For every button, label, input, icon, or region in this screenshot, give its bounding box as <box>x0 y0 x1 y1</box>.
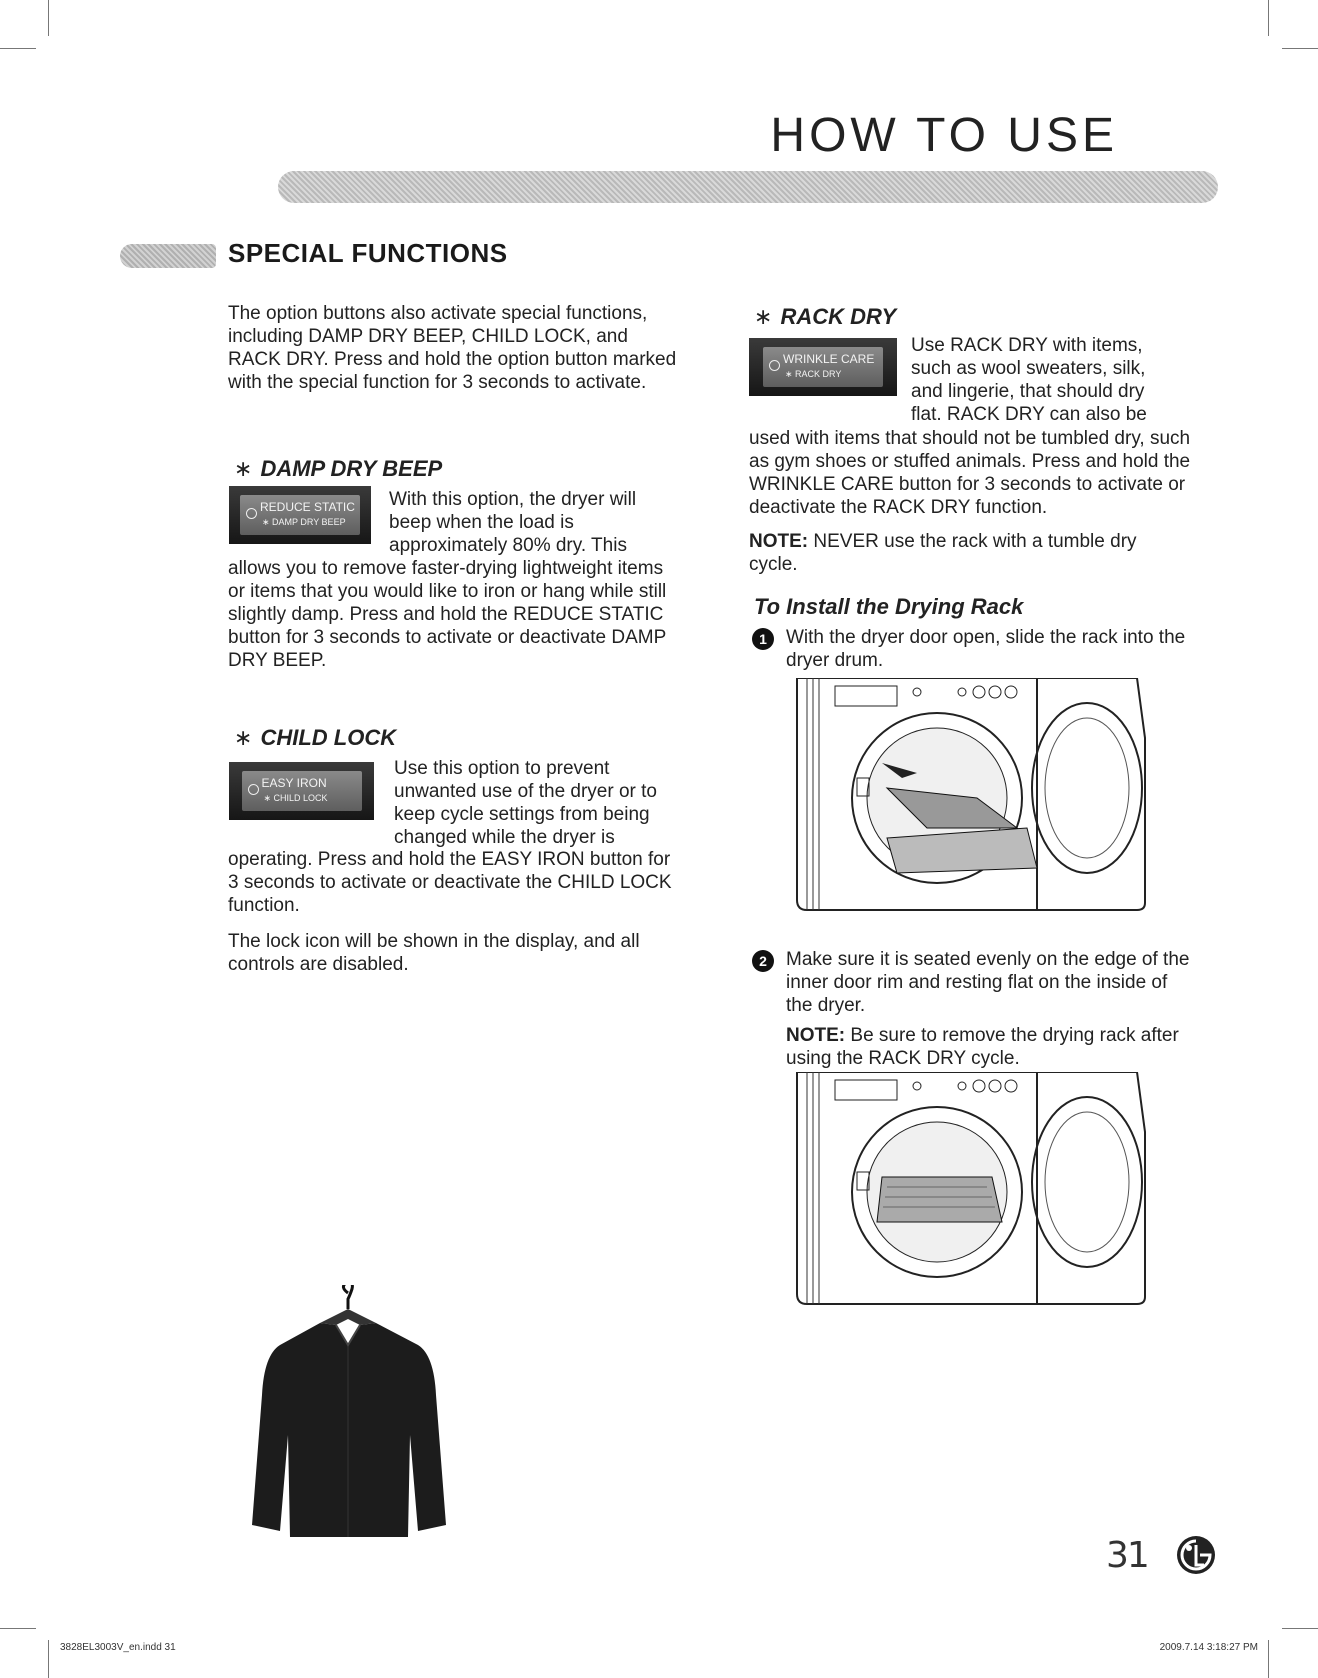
rack-dry-title: RACK DRY <box>780 304 897 329</box>
led-indicator-icon <box>769 360 780 371</box>
damp-dry-beep-text-top: With this option, the dryer will beep when the load is approximately 80% dry. This <box>389 489 637 556</box>
button-label: REDUCE STATIC <box>260 500 355 514</box>
crop-mark <box>1268 1640 1269 1678</box>
crop-mark <box>0 1628 36 1629</box>
intro-paragraph: The option buttons also activate special functions, including DAMP DRY BEEP, CHILD LOCK, and RACK DRY. Press and hold the option button marked with the special function for 3 seconds to activate. <box>228 303 677 393</box>
footer-file-info: 3828EL3003V_en.indd 31 <box>60 1642 176 1653</box>
note-label: NOTE: <box>786 1025 846 1046</box>
note-text: Be sure to remove the drying rack after using the RACK DRY cycle. <box>786 1025 1179 1069</box>
led-indicator-icon <box>246 508 257 519</box>
crop-mark <box>1282 1628 1318 1629</box>
step-1-badge: 1 <box>752 628 774 650</box>
rack-dry-text-rest: used with items that should not be tumbled dry, such as gym shoes or stuffed animals. Press and hold the WRINKLE CARE button for 3 seconds to activate or deactivate the RACK DRY function. <box>749 428 1191 518</box>
easy-iron-button-image <box>229 762 374 820</box>
child-lock-heading <box>234 725 396 751</box>
step-1-text: With the dryer door open, slide the rack into the dryer drum. <box>786 627 1186 671</box>
install-heading: To Install the Drying Rack <box>754 594 1024 619</box>
button-sub-label: ∗ DAMP DRY BEEP <box>262 517 346 527</box>
note-label: NOTE: <box>749 531 809 552</box>
step-1 <box>752 626 1192 672</box>
star-icon: ∗ <box>234 725 253 750</box>
crop-mark <box>1282 48 1318 49</box>
led-indicator-icon <box>248 784 259 795</box>
button-face <box>763 347 883 387</box>
shirt-on-hanger-illustration <box>240 1285 460 1545</box>
button-face <box>240 495 360 535</box>
damp-dry-beep-text-rest: allows you to remove faster-drying lightweight items or items that you would like to iron or hang while still slightly damp. Press and hold the REDUCE STATIC button for 3 seconds to activate or deactivate DAMP DRY BEEP. <box>228 558 667 671</box>
section-marker <box>120 244 216 268</box>
install-note <box>786 1024 1186 1070</box>
button-face <box>242 771 362 811</box>
reduce-static-button-image <box>229 486 371 544</box>
crop-mark <box>48 0 49 36</box>
damp-dry-beep-heading <box>234 456 442 482</box>
rack-dry-text-top: Use RACK DRY with items, such as wool sweaters, silk, and lingerie, that should dry flat. RACK DRY can also be <box>911 335 1147 425</box>
rack-dry-heading <box>754 304 896 330</box>
crop-mark <box>1268 0 1269 36</box>
child-lock-title: CHILD LOCK <box>260 725 397 750</box>
header-bar <box>278 171 1218 203</box>
step-2-badge: 2 <box>752 950 774 972</box>
button-sub-label: ∗ CHILD LOCK <box>263 793 328 803</box>
note-text: NEVER use the rack with a tumble dry cycle. <box>749 531 1137 575</box>
crop-mark <box>48 1640 49 1678</box>
page-number: 31 <box>1106 1535 1148 1576</box>
lg-logo-icon <box>1176 1535 1216 1575</box>
damp-dry-beep-title: DAMP DRY BEEP <box>260 456 443 481</box>
child-lock-text-top: Use this option to prevent unwanted use of the dryer or to keep cycle settings from being changed while the dryer is <box>394 758 657 848</box>
rack-dry-note <box>749 530 1149 576</box>
crop-mark <box>0 48 36 49</box>
button-sub-label: ∗ RACK DRY <box>785 369 842 379</box>
wrinkle-care-button-image <box>749 338 897 396</box>
button-label: WRINKLE CARE <box>783 352 875 366</box>
child-lock-text-rest: operating. Press and hold the EASY IRON button for 3 seconds to activate or deactivate the CHILD LOCK function. <box>228 849 672 916</box>
step-2-text: Make sure it is seated evenly on the edge of the inner door rim and resting flat on the inside of the dryer. <box>786 949 1190 1016</box>
star-icon: ∗ <box>234 456 253 481</box>
step-2 <box>752 948 1192 1017</box>
dryer-rack-install-illustration <box>787 678 1147 913</box>
footer-timestamp: 2009.7.14 3:18:27 PM <box>1159 1642 1258 1653</box>
button-label: EASY IRON <box>261 776 327 790</box>
section-title: SPECIAL FUNCTIONS <box>228 238 508 268</box>
child-lock-lock-text: The lock icon will be shown in the display, and all controls are disabled. <box>228 931 640 975</box>
page-header-title: HOW TO USE <box>770 109 1118 162</box>
star-icon: ∗ <box>754 304 773 329</box>
dryer-rack-seated-illustration <box>787 1072 1147 1307</box>
